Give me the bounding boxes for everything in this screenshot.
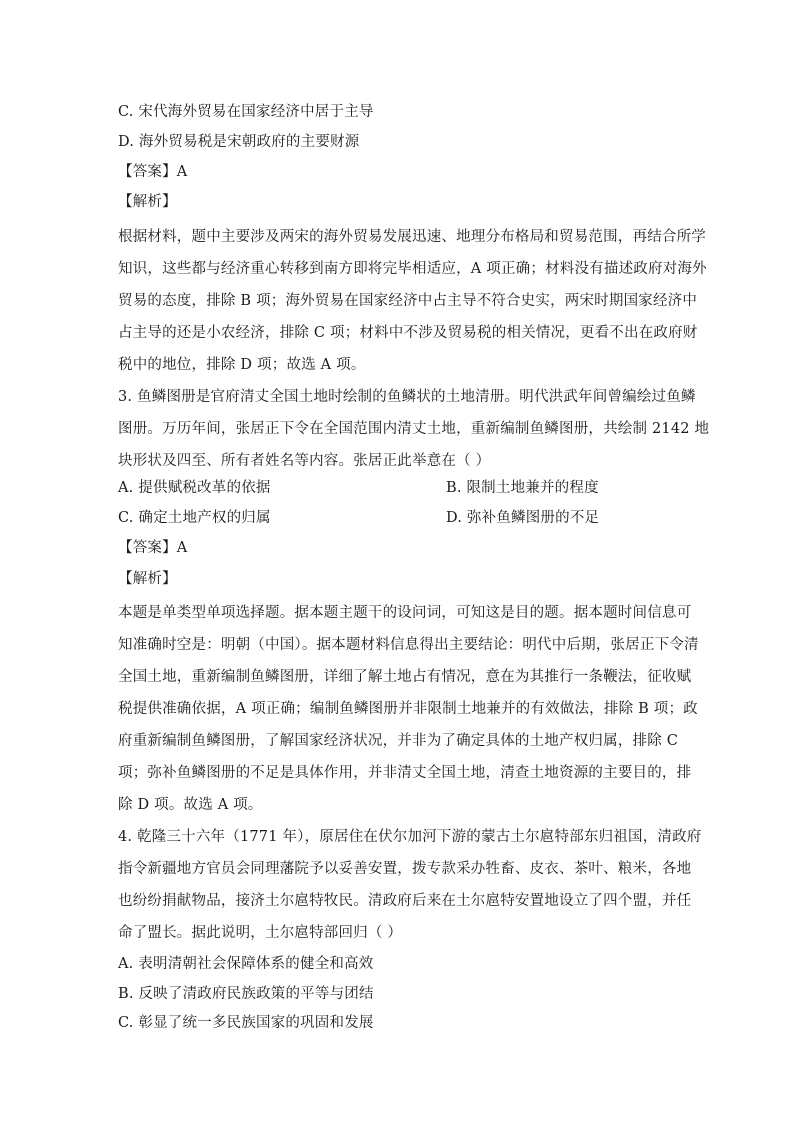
q2-analysis-line: 占主导的还是小农经济，排除 C 项；材料中不涉及贸易税的相关情况，更看不出在政府财: [118, 325, 698, 341]
q3-analysis-heading: 【解析】: [118, 571, 177, 587]
q3-analysis-line: 项；弥补鱼鳞图册的不足是具体作用，并非清丈全国土地，清查土地资源的主要目的，排: [118, 765, 692, 781]
q4-option-a: A. 表明清朝社会保障体系的健全和高效: [118, 956, 374, 972]
q2-answer: 【答案】A: [118, 164, 188, 180]
q3-option-c: C. 确定土地产权的归属: [118, 510, 271, 526]
q3-option-a: A. 提供赋税改革的依据: [118, 480, 271, 496]
q2-analysis-line: 根据材料，题中主要涉及两宋的海外贸易发展迅速、地理分布格局和贸易范围，再结合所学: [118, 229, 706, 245]
q3-option-d: D. 弥补鱼鳞图册的不足: [446, 510, 600, 526]
q3-analysis-line: 知准确时空是：明朝（中国）。据本题材料信息得出主要结论：明代中后期，张居正下令清: [118, 637, 699, 653]
q2-analysis-heading: 【解析】: [118, 194, 177, 210]
q3-answer: 【答案】A: [118, 540, 188, 556]
q2-option-d: D. 海外贸易税是宋朝政府的主要财源: [118, 134, 360, 150]
q3-analysis-line: 税提供准确依据，A 项正确；编制鱼鳞图册并非限制土地兼并的有效做法，排除 B 项；政: [118, 701, 698, 717]
q2-analysis-line: 贸易的态度，排除 B 项；海外贸易在国家经济中占主导不符合史实，两宋时期国家经济中: [118, 293, 698, 309]
q4-stem-line: 命了盟长。据此说明，土尔扈特部回归（ ）: [118, 925, 403, 941]
q3-stem-line: 块形状及四至、所有者姓名等内容。张居正此举意在（ ）: [118, 453, 491, 469]
q2-analysis-line: 知识，这些都与经济重心转移到南方即将完毕相适应，A 项正确；材料没有描述政府对海外: [118, 261, 707, 277]
q2-option-c: C. 宋代海外贸易在国家经济中居于主导: [118, 104, 374, 120]
q4-stem-line: 指令新疆地方官员会同理藩院予以妥善安置，拨专款采办牲畜、皮衣、茶叶、粮米，各地: [118, 861, 692, 877]
q3-analysis-line: 本题是单类型单项选择题。据本题主题干的设问词，可知这是目的题。据本题时间信息可: [118, 605, 692, 621]
q2-analysis-line: 税中的地位，排除 D 项；故选 A 项。: [118, 357, 366, 373]
q4-stem-line: 也纷纷捐献物品，接济土尔扈特牧民。清政府后来在土尔扈特安置地设立了四个盟，并任: [118, 893, 692, 909]
q3-analysis-line: 全国土地，重新编制鱼鳞图册，详细了解土地占有情况，意在为其推行一条鞭法，征收赋: [118, 669, 692, 685]
q3-analysis-line: 除 D 项。故选 A 项。: [118, 797, 263, 813]
q4-stem-line: 4. 乾隆三十六年（1771 年），原居住在伏尔加河下游的蒙古土尔扈特部东归祖国，清政府: [118, 829, 702, 845]
q3-stem-line: 3. 鱼鳞图册是官府清丈全国土地时绘制的鱼鳞状的土地清册。明代洪武年间曾编绘过鱼鳞: [118, 389, 696, 405]
q3-option-b: B. 限制土地兼并的程度: [446, 480, 599, 496]
q3-stem-line: 图册。万历年间，张居正下令在全国范围内清丈土地，重新编制鱼鳞图册，共绘制 2142 地: [118, 421, 710, 437]
q3-analysis-line: 府重新编制鱼鳞图册，了解国家经济状况，并非为了确定具体的土地产权归属，排除 C: [118, 733, 679, 749]
q4-option-b: B. 反映了清政府民族政策的平等与团结: [118, 986, 374, 1002]
q4-option-c: C. 彰显了统一多民族国家的巩固和发展: [118, 1015, 374, 1031]
